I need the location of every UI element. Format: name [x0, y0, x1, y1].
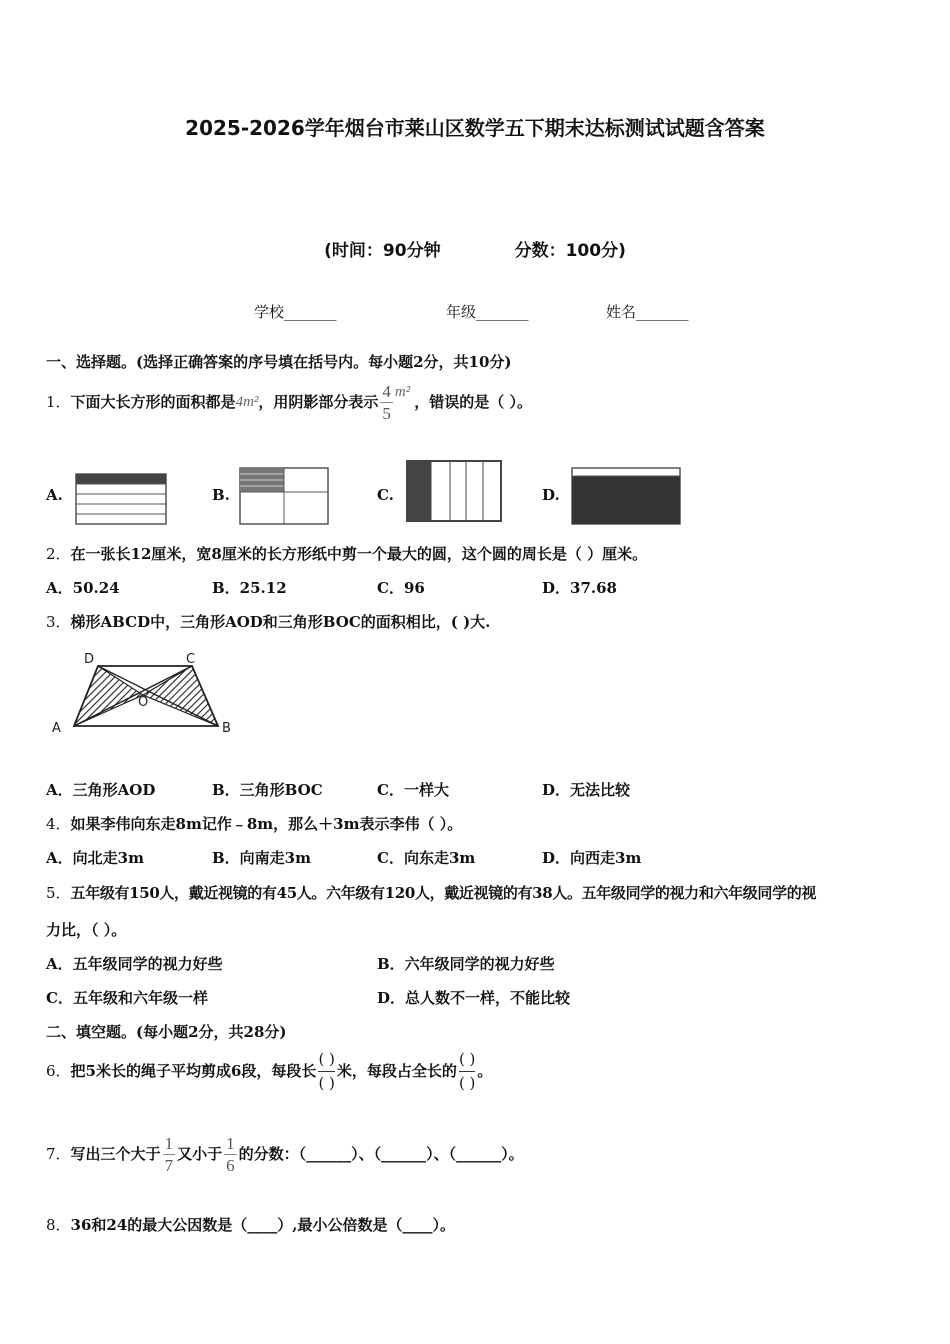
q3-trapezoid-figure: [46, 646, 242, 740]
page-title: 2025-2026学年烟台市莱山区数学五下期末达标测试试题含答案: [185, 116, 765, 140]
school-field[interactable]: 学校_______: [254, 303, 337, 321]
q3-option-c[interactable]: C．一样大: [377, 781, 449, 799]
q7-text-b: 又小于: [177, 1145, 223, 1163]
q1-text-a: 下面大长方形的面积都是: [70, 393, 236, 411]
q3-label-a: A: [52, 721, 61, 736]
question-1: [46, 380, 532, 424]
q6-text-c: 。: [477, 1062, 493, 1080]
q1-frac-num: 4: [382, 381, 391, 401]
q4-option-b[interactable]: B．向南走3m: [212, 849, 311, 867]
q3-option-b[interactable]: B．三角形BOC: [212, 781, 323, 799]
q7-f2-num: 1: [226, 1133, 235, 1153]
q7-number: 7．: [46, 1145, 71, 1163]
q3-triangle-boc: [143, 666, 218, 726]
q6-blank1-denominator[interactable]: ( ): [318, 1073, 335, 1092]
q7-text-a: 写出三个大于: [70, 1145, 161, 1163]
question-5: [46, 883, 816, 903]
q1-frac-unit: m²: [394, 384, 411, 400]
exam-time: (时间：90分钟: [324, 241, 441, 261]
q1-option-c-figure[interactable]: [404, 458, 504, 524]
q1-option-a-label[interactable]: A.: [46, 486, 63, 504]
q8-text[interactable]: 36和24的最大公因数是（____）,最小公倍数是（____）。: [70, 1216, 456, 1234]
grade-field[interactable]: 年级_______: [446, 303, 529, 321]
q1-text-b: ，用阴影部分表示: [258, 393, 379, 411]
q4-text: 如果李伟向东走8m记作﹣8m，那么＋3m表示李伟（ ）。: [70, 815, 463, 833]
q4-option-c[interactable]: C．向东走3m: [377, 849, 476, 867]
question-6: [46, 1046, 492, 1096]
question-2: [46, 544, 647, 564]
q3-option-d[interactable]: D．无法比较: [542, 781, 631, 799]
q5-option-d[interactable]: D．总人数不一样，不能比较: [377, 989, 571, 1007]
q3-label-o: O: [138, 695, 149, 710]
q1-option-d-figure[interactable]: [570, 464, 684, 528]
q1-text-c: ，错误的是（ ）。: [414, 393, 532, 411]
q1-area: 4m²: [235, 394, 259, 410]
name-field[interactable]: 姓名_______: [606, 303, 689, 321]
q6-text-b: 米，每段占全长的: [336, 1062, 457, 1080]
question-7: [46, 1130, 524, 1178]
q3-label-b: B: [222, 721, 231, 736]
q1-option-b-figure[interactable]: [238, 466, 332, 528]
q3-label-d: D: [84, 652, 95, 667]
q7-fraction-2: [224, 1135, 237, 1174]
q4-option-a[interactable]: A．向北走3m: [46, 849, 144, 867]
q1-fraction: [380, 383, 393, 422]
q7-f1-num: 1: [164, 1133, 174, 1153]
q1-option-d-label[interactable]: D.: [542, 486, 560, 504]
q2-option-c[interactable]: C．96: [377, 579, 425, 597]
question-3: [46, 612, 490, 632]
q5-text-line2: 力比，（ ）。: [46, 921, 127, 939]
q6-blank2-numerator[interactable]: ( ): [458, 1049, 476, 1068]
exam-time-score: [0, 236, 950, 261]
q1-number: 1．: [46, 393, 71, 411]
q8-number: 8．: [46, 1216, 71, 1234]
q3-option-a[interactable]: A．三角形AOD: [46, 781, 156, 799]
q2-option-a[interactable]: A．50.24: [46, 579, 120, 597]
q6-text-a: 把5米长的绳子平均剪成6段，每段长: [70, 1062, 317, 1080]
q2-text: 在一张长12厘米，宽8厘米的长方形纸中剪一个最大的圆，这个圆的周长是（ ）厘米。: [70, 545, 648, 563]
q1-option-a-figure[interactable]: [74, 472, 168, 526]
q5-number: 5．: [46, 884, 71, 902]
exam-score: 分数：100分): [514, 241, 626, 261]
q2-number: 2．: [46, 545, 71, 563]
q1-frac-den: 5: [382, 403, 391, 423]
q6-number: 6．: [46, 1062, 71, 1080]
q5-option-b[interactable]: B．六年级同学的视力好些: [377, 955, 555, 973]
q7-fraction-1: [163, 1135, 176, 1174]
question-8: [46, 1215, 455, 1235]
q1-option-b-label[interactable]: B.: [212, 486, 230, 504]
q3-text: 梯形ABCD中，三角形AOD和三角形BOC的面积相比，( )大.: [70, 613, 491, 631]
q3-number: 3．: [46, 613, 71, 631]
q6-blank-fraction-1[interactable]: [318, 1049, 335, 1092]
q7-f1-den: 7: [164, 1155, 174, 1175]
q6-blank1-numerator[interactable]: ( ): [318, 1049, 335, 1068]
section2-heading: 二、填空题。(每小题2分，共28分): [46, 1023, 287, 1041]
q7-f2-den: 6: [226, 1155, 235, 1175]
q3-label-c: C: [186, 652, 196, 667]
q2-option-b[interactable]: B．25.12: [212, 579, 287, 597]
q5-text-line1: 五年级有150人，戴近视镜的有45人。六年级有120人，戴近视镜的有38人。五年级同学的视力和六年级同学的视: [70, 884, 817, 902]
q4-number: 4．: [46, 815, 71, 833]
q7-text-c[interactable]: 的分数：（______）、（______）、（______）。: [238, 1145, 524, 1163]
q5-option-a[interactable]: A．五年级同学的视力好些: [46, 955, 223, 973]
question-4: [46, 814, 462, 834]
q4-option-d[interactable]: D．向西走3m: [542, 849, 642, 867]
q6-blank-fraction-2[interactable]: [458, 1049, 476, 1092]
q6-blank2-denominator[interactable]: ( ): [458, 1073, 476, 1092]
q5-option-c[interactable]: C．五年级和六年级一样: [46, 989, 208, 1007]
q2-option-d[interactable]: D．37.68: [542, 579, 617, 597]
section1-heading: 一、选择题。(选择正确答案的序号填在括号内。每小题2分，共10分): [46, 353, 512, 371]
q1-option-c-label[interactable]: C.: [377, 486, 394, 504]
